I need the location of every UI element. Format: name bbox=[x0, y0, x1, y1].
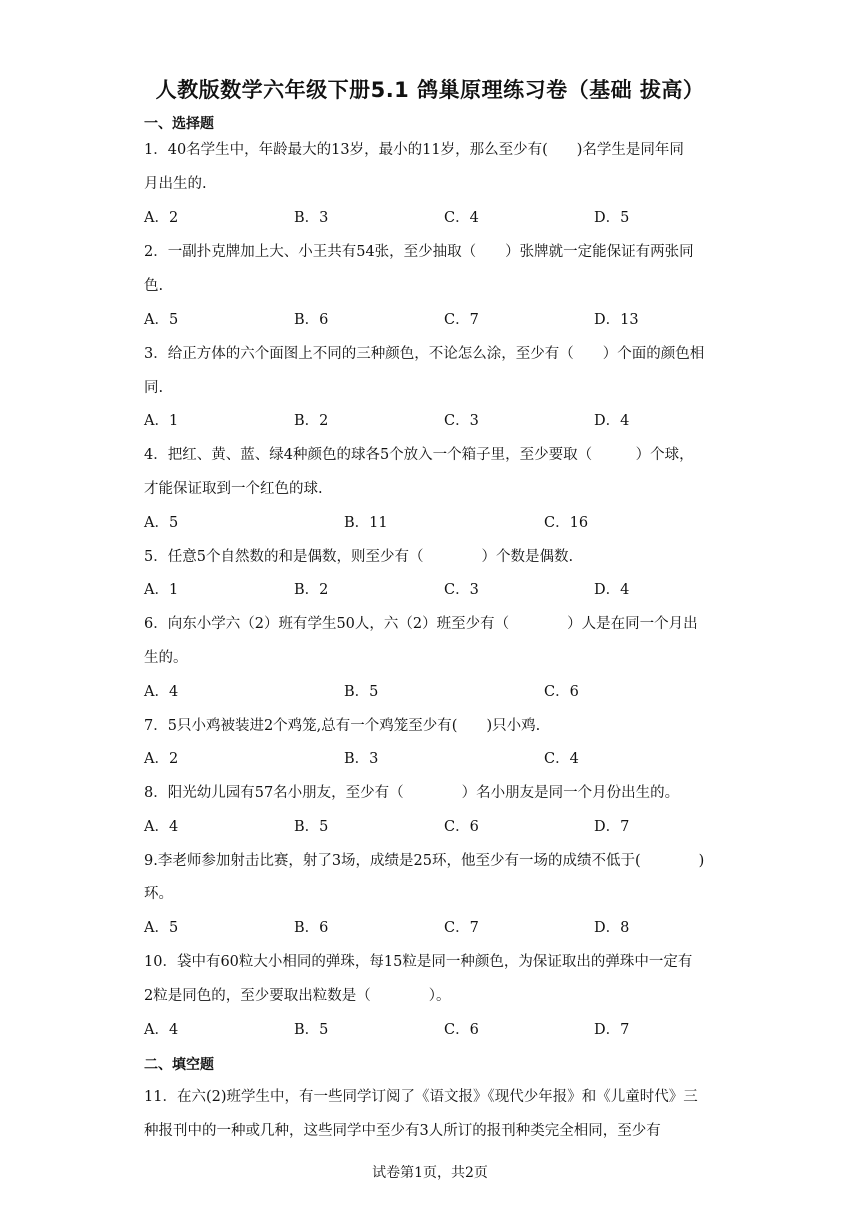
page-title: 人教版数学六年级下册5.1 鸽巢原理练习卷（基础 拔高） bbox=[155, 78, 705, 102]
question-1-option-d: D．5 bbox=[594, 210, 630, 226]
question-1-option-c: C．4 bbox=[444, 210, 479, 226]
question-4-option-a: A．5 bbox=[144, 515, 179, 531]
question-8-option-a: A．4 bbox=[144, 819, 179, 835]
question-9-line-1: 9.李老师参加射击比赛，射了3场，成绩是25环，他至少有一场的成绩不低于( ) bbox=[144, 853, 705, 869]
question-3-option-c: C．3 bbox=[444, 413, 479, 429]
question-3-option-b: B．2 bbox=[294, 413, 329, 429]
question-6-option-a: A．4 bbox=[144, 684, 179, 700]
question-2-option-d: D．13 bbox=[594, 312, 639, 328]
question-6-line-1: 6．向东小学六（2）班有学生50人，六（2）班至少有（ ）人是在同一个月出 bbox=[144, 616, 698, 632]
question-5-option-a: A．1 bbox=[144, 582, 179, 598]
question-5-option-b: B．2 bbox=[294, 582, 329, 598]
question-9-option-b: B．6 bbox=[294, 920, 329, 936]
question-5-option-d: D．4 bbox=[594, 582, 630, 598]
question-1-option-b: B．3 bbox=[294, 210, 329, 226]
question-4-line-1: 4．把红、黄、蓝、绿4种颜色的球各5个放入一个箱子里，至少要取（ ）个球， bbox=[144, 447, 694, 463]
question-11-line-2: 种报刊中的一种或几种，这些同学中至少有3人所订的报刊种类完全相同，至少有 bbox=[144, 1123, 661, 1139]
question-9-option-a: A．5 bbox=[144, 920, 179, 936]
question-2-option-c: C．7 bbox=[444, 312, 479, 328]
question-5-line-1: 5．任意5个自然数的和是偶数，则至少有（ ）个数是偶数. bbox=[144, 549, 574, 565]
question-2-option-a: A．5 bbox=[144, 312, 179, 328]
section-heading-fill: 二、填空题 bbox=[144, 1057, 214, 1073]
question-9-option-c: C．7 bbox=[444, 920, 479, 936]
question-10-line-1: 10．袋中有60粒大小相同的弹珠，每15粒是同一种颜色，为保证取出的弹珠中一定有 bbox=[144, 954, 693, 970]
question-6-line-2: 生的。 bbox=[144, 650, 188, 666]
question-2-line-2: 色. bbox=[144, 278, 164, 294]
question-4-option-b: B．11 bbox=[344, 515, 388, 531]
question-4-option-c: C．16 bbox=[544, 515, 589, 531]
question-3-line-2: 同. bbox=[144, 380, 164, 396]
page-footer: 试卷第1页，共2页 bbox=[372, 1165, 488, 1181]
question-3-option-a: A．1 bbox=[144, 413, 179, 429]
question-5-option-c: C．3 bbox=[444, 582, 479, 598]
question-2-line-1: 2．一副扑克牌加上大、小王共有54张，至少抽取（ ）张牌就一定能保证有两张同 bbox=[144, 244, 694, 260]
question-4-line-2: 才能保证取到一个红色的球. bbox=[144, 481, 323, 497]
question-10-option-c: C．6 bbox=[444, 1022, 479, 1038]
question-10-line-2: 2粒是同色的，至少要取出粒数是（ ）。 bbox=[144, 988, 451, 1004]
question-2-option-b: B．6 bbox=[294, 312, 329, 328]
question-10-option-a: A．4 bbox=[144, 1022, 179, 1038]
question-11-line-1: 11．在六(2)班学生中，有一些同学订阅了《语文报》《现代少年报》和《儿童时代》三 bbox=[144, 1089, 698, 1105]
question-7-line-1: 7．5只小鸡被装进2个鸡笼,总有一个鸡笼至少有( )只小鸡. bbox=[144, 718, 541, 734]
question-1-option-a: A．2 bbox=[144, 210, 179, 226]
question-6-option-c: C．6 bbox=[544, 684, 579, 700]
question-8-option-c: C．6 bbox=[444, 819, 479, 835]
question-7-option-c: C．4 bbox=[544, 751, 579, 767]
question-7-option-b: B．3 bbox=[344, 751, 379, 767]
question-10-option-b: B．5 bbox=[294, 1022, 329, 1038]
question-1-line-1: 1．40名学生中，年龄最大的13岁，最小的11岁，那么至少有( )名学生是同年同 bbox=[144, 142, 684, 158]
question-3-line-1: 3．给正方体的六个面图上不同的三种颜色，不论怎么涂，至少有（ ）个面的颜色相 bbox=[144, 346, 705, 362]
question-10-option-d: D．7 bbox=[594, 1022, 630, 1038]
section-heading-choice: 一、选择题 bbox=[144, 116, 214, 132]
question-9-line-2: 环。 bbox=[144, 886, 173, 902]
question-7-option-a: A．2 bbox=[144, 751, 179, 767]
question-9-option-d: D．8 bbox=[594, 920, 630, 936]
question-6-option-b: B．5 bbox=[344, 684, 379, 700]
question-8-option-d: D．7 bbox=[594, 819, 630, 835]
question-8-line-1: 8．阳光幼儿园有57名小朋友，至少有（ ）名小朋友是同一个月份出生的。 bbox=[144, 785, 680, 801]
question-8-option-b: B．5 bbox=[294, 819, 329, 835]
question-3-option-d: D．4 bbox=[594, 413, 630, 429]
question-1-line-2: 月出生的. bbox=[144, 176, 207, 192]
